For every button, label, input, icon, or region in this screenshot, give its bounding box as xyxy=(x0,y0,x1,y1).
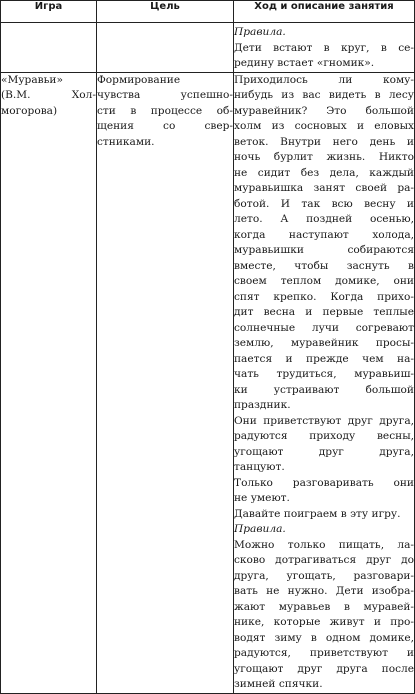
row2-game-cell xyxy=(1,72,97,693)
text-line: муравейник? Это большой xyxy=(234,104,414,117)
row1-description-cell xyxy=(234,23,415,73)
game-title: «Муравьи» xyxy=(1,73,63,86)
text-line: ночь бурлит жизнь. Никто xyxy=(234,151,414,163)
text-line: веток. Внутри него день и xyxy=(234,135,414,148)
text-line: своем теплом домике, они xyxy=(234,275,414,287)
text-line: спят крепко. Когда прихо- xyxy=(234,290,414,303)
text-line: не сидит без дела, каждый xyxy=(234,166,414,179)
header-game: Игра xyxy=(1,1,97,23)
text-line: друга, угощать, разговари- xyxy=(234,569,414,582)
text-line: муравьишки собираются xyxy=(234,244,414,256)
text-line: жают муравьев в муравей- xyxy=(234,600,414,613)
text-line: не умеют. xyxy=(234,492,290,504)
text-line: нибудь из вас видеть в лесу xyxy=(234,89,414,101)
text-line: сково дотрагиваться друг до xyxy=(234,554,414,566)
text-line: Давайте поиграем в эту игру. xyxy=(234,507,401,520)
text-line: редину встает «гномик». xyxy=(234,57,375,69)
goal-line: стниками. xyxy=(97,135,155,148)
rules-heading: Правила. xyxy=(234,26,286,38)
text-line: Приходилось ли кому- xyxy=(234,73,414,86)
text-line: Они приветствуют друг друга, xyxy=(234,414,414,427)
text-line: радуются приходу весны, xyxy=(234,430,414,442)
text-line: радуются, приветствуют и xyxy=(234,647,414,659)
text-line: когда наступают холода, xyxy=(234,228,414,241)
text-line: дит весна и первые теплые xyxy=(234,306,414,318)
table-row xyxy=(1,72,415,693)
text-line: вать не нужно. Дети изобра- xyxy=(234,585,414,597)
goal-line: чувства успешно- xyxy=(97,89,233,101)
rules-heading: Правила. xyxy=(234,523,286,535)
text-line: вместе, чтобы заснуть в xyxy=(234,259,414,272)
table-row xyxy=(1,23,415,73)
text-line: угощают друг друга после xyxy=(234,662,414,675)
header-description: Ход и описание занятия xyxy=(234,1,415,23)
text-line: зимней спячки. xyxy=(234,678,323,690)
text-line: солнечные лучи согревают xyxy=(234,321,414,334)
text-line: танцуют. xyxy=(234,461,285,473)
text-line: чать трудиться, муравьиш- xyxy=(234,368,414,380)
text-line: праздник. xyxy=(234,399,291,411)
game-author: (В.М. Хол- xyxy=(1,89,96,101)
goal-line: щения со свер- xyxy=(97,120,233,132)
row1-goal-cell xyxy=(97,23,234,73)
goal-line: Формирование xyxy=(97,73,181,86)
text-line: холм из сосновых и еловых xyxy=(234,120,414,132)
goal-line: сти в процессе об- xyxy=(97,104,233,117)
header-goal: Цель xyxy=(97,1,234,23)
text-line: лето. А поздней осенью, xyxy=(234,213,414,225)
text-line: землю, муравейник просы- xyxy=(234,337,414,349)
text-line: Только разговаривать они xyxy=(234,476,414,489)
table-header-row xyxy=(1,1,415,23)
row2-description-cell xyxy=(234,72,415,693)
text-line: водят зиму в одном домике, xyxy=(234,631,414,644)
text-line: ки устраивают большой xyxy=(234,383,414,396)
text-line: ботой. И так всю весну и xyxy=(234,197,414,210)
row1-game-cell xyxy=(1,23,97,73)
row2-goal-cell xyxy=(97,72,234,693)
text-line: угощают друг друга, xyxy=(234,445,414,458)
text-line: нике, которые живут и про- xyxy=(234,616,414,628)
game-author: могорова) xyxy=(1,104,58,117)
text-line: Дети встают в круг, в се- xyxy=(234,41,414,54)
text-line: муравьишка занят своей ра- xyxy=(234,182,414,194)
text-line: пается и прежде чем на- xyxy=(234,352,414,365)
text-line: Можно только пищать, ла- xyxy=(234,538,414,551)
